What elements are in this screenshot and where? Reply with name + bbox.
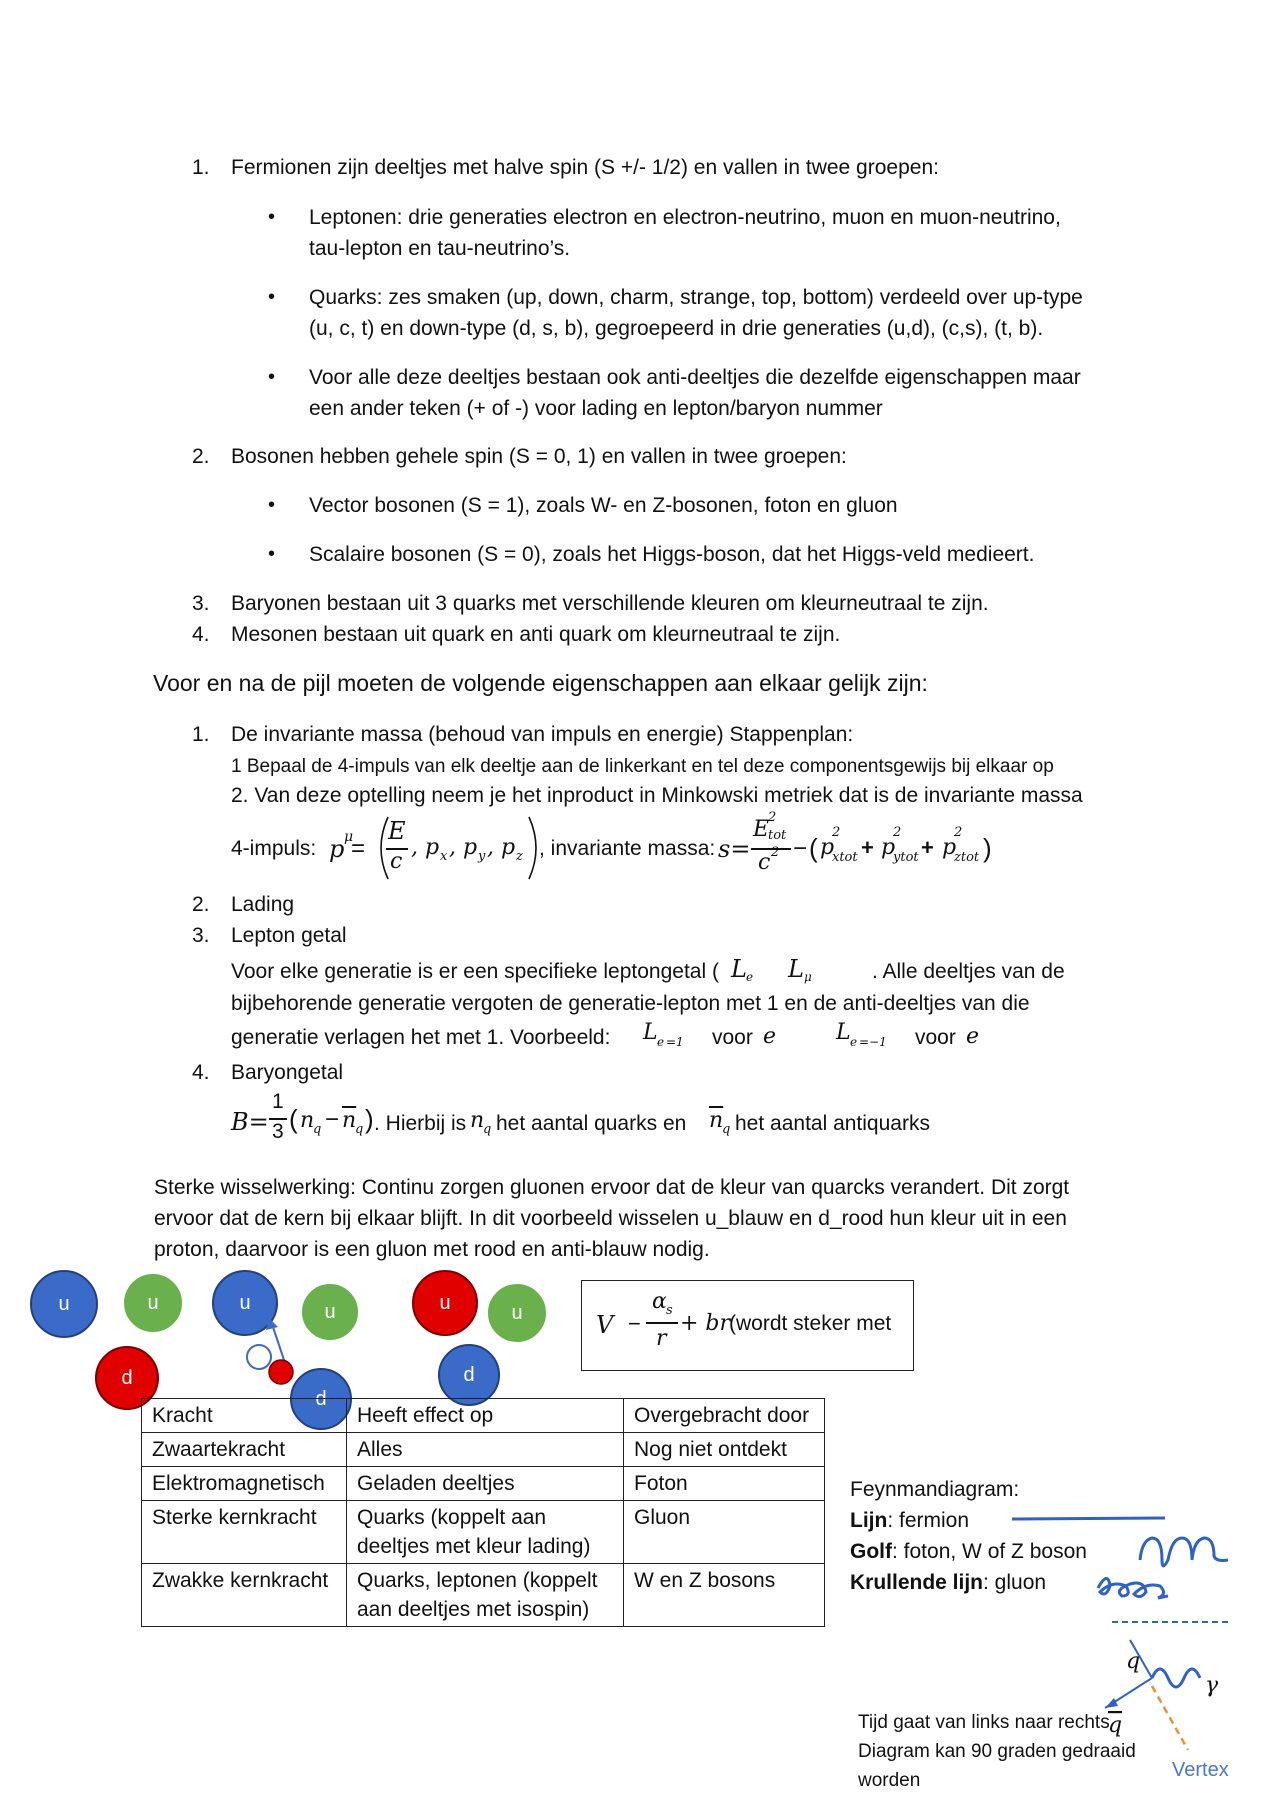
gamma-label: γ <box>1205 1673 1219 1698</box>
ytot-sub: ytot <box>893 850 919 865</box>
sup-2: 2 <box>954 825 963 840</box>
list-item-text: Baryonen bestaan uit 3 quarks met verschillende kleuren om kleurneutraal te zijn. <box>231 592 989 615</box>
list-item-text: Mesonen bestaan uit quark en anti quark om kleurneutraal te zijn. <box>231 623 841 646</box>
table-header: Overgebracht door <box>624 1399 825 1433</box>
bullet: • <box>268 494 276 516</box>
bullet: • <box>268 286 276 308</box>
list-number: 3. <box>192 924 210 947</box>
table-row <box>142 1467 825 1501</box>
impuls-label: 4-impuls: <box>231 837 317 860</box>
p-ztot: p <box>942 835 957 860</box>
table-cell: Geladen deeltjes <box>347 1467 624 1501</box>
c-denominator: c <box>390 849 403 874</box>
feynman-title: Feynmandiagram: <box>850 1478 1020 1501</box>
r-symbol: r <box>656 1326 667 1351</box>
table-row <box>142 1433 825 1467</box>
s-equals: s= <box>718 835 751 863</box>
quark-u-red: u <box>412 1270 478 1336</box>
table-cell: Sterke kernkracht <box>142 1501 347 1564</box>
table-row <box>142 1564 825 1627</box>
fermion-line-icon <box>1012 1518 1165 1519</box>
e-antiparticle: e <box>966 1024 980 1049</box>
bullet-text: Leptonen: drie generaties electron en electron-neutrino, muon en muon-neutrino, <box>309 206 1061 229</box>
minus: − <box>628 1311 641 1336</box>
legend-wave: Golf: foton, W of Z boson <box>850 1540 1087 1563</box>
plus: + <box>861 835 874 860</box>
potential-text: (wordt steker met <box>729 1312 892 1335</box>
vertex-pointer-icon <box>1152 1686 1188 1750</box>
E-numerator: E <box>388 817 406 845</box>
L-e-symbol: L <box>731 955 747 983</box>
voor-text: voor <box>712 1026 753 1049</box>
quark-u-green: u <box>486 1282 548 1344</box>
list-item-text: De invariante massa (behoud van impuls en energie) Stappenplan: <box>231 723 854 746</box>
list-number: 4. <box>192 1061 210 1084</box>
quark-d-red: d <box>95 1346 159 1410</box>
bullet: • <box>268 206 276 228</box>
quark-u-blue: u <box>212 1270 278 1336</box>
table-header-row <box>142 1399 825 1433</box>
n-q-bar: $\overline{n}$ <box>709 1108 724 1133</box>
br-term: + br <box>680 1311 731 1336</box>
potential-formula-box <box>581 1280 914 1371</box>
qbar-label: q <box>1108 1713 1123 1738</box>
s-subscript: s <box>666 1303 673 1318</box>
quark-u-green: u <box>122 1272 184 1334</box>
list-item-text: Lading <box>231 893 295 916</box>
frac-den: 3 <box>272 1120 284 1143</box>
table-cell: Quarks (koppelt aan deeltjes met kleur lading) <box>347 1501 624 1564</box>
bullet-text: Vector bosonen (S = 1), zoals W- en Z-bosonen, foton en gluon <box>309 494 898 517</box>
note-text: Tijd gaat van links naar rechts <box>858 1712 1110 1733</box>
legend-line: Lijn: fermion <box>850 1509 970 1532</box>
quark-d-blue: d <box>438 1344 500 1406</box>
forces-table <box>141 1398 825 1627</box>
q-sub: q <box>483 1122 492 1137</box>
note-text: worden <box>858 1770 921 1791</box>
baryon-text: het aantal antiquarks <box>735 1112 930 1135</box>
q-sub: q <box>313 1122 322 1137</box>
B-equals: B= <box>231 1108 269 1136</box>
bullet: • <box>268 543 276 565</box>
lepton-text: bijbehorende generatie vergoten de generatie-lepton met 1 en de anti-deeltjes van die <box>231 992 1030 1015</box>
V-symbol: V <box>596 1311 614 1339</box>
e-subscript: e <box>850 1035 858 1049</box>
list-item-text: Lepton getal <box>231 924 347 947</box>
feynman-diagram <box>1000 1500 1240 1820</box>
table-row <box>142 1501 825 1564</box>
n-q-bar: $\overline{n}$ <box>342 1108 357 1133</box>
step-text: 2. Van deze optelling neem je het inproduct in Minkowski metriek dat is de invariante massa <box>231 784 1083 807</box>
bullet-text: tau-lepton en tau-neutrino’s. <box>309 237 571 260</box>
note-text: Diagram kan 90 graden gedraaid <box>858 1741 1136 1762</box>
bullet: • <box>268 366 276 388</box>
L-mu-symbol: L <box>788 955 804 983</box>
frac-num: 1 <box>272 1090 284 1113</box>
q-sub: q <box>722 1122 731 1137</box>
px-term: , p <box>411 835 440 860</box>
mu-subscript: μ <box>804 970 812 984</box>
strong-interaction-text: Sterke wisselwerking: Continu zorgen gluonen ervoor dat de kleur van quarcks verandert. Dit zorgt ervoor dat de kern bij elkaar blijft. In dit voorbeeld wisselen u_blauw en d_rood hun kleur uit in een proton, daarvoor is een gluon met rood en anti-blauw nodig. <box>154 1176 1070 1261</box>
open-paren: ( <box>809 833 818 863</box>
table-cell: Quarks, leptonen (koppelt aan deeltjes met isospin) <box>347 1564 624 1627</box>
table-cell: Foton <box>624 1467 825 1501</box>
table-cell: W en Z bosons <box>624 1564 825 1627</box>
tot-subscript: tot <box>768 828 787 843</box>
ztot-sub: ztot <box>954 850 980 865</box>
y-subscript: y <box>478 849 486 864</box>
z-subscript: z <box>516 849 523 864</box>
sup-2: 2 <box>832 825 841 840</box>
E-tot: E <box>753 817 770 842</box>
bullet-text: een ander teken (+ of -) voor lading en lepton/baryon nummer <box>309 397 883 420</box>
lepton-text: Voor elke generatie is er een specifieke leptongetal ( <box>231 960 719 983</box>
baryon-text: het aantal quarks en <box>496 1112 687 1135</box>
e-subscript: e <box>746 970 754 984</box>
close-paren: ) <box>983 833 992 863</box>
list-number: 2. <box>192 445 210 468</box>
list-item-text: Fermionen zijn deeltjes met halve spin (S +/- 1/2) en vallen in twee groepen: <box>231 156 939 179</box>
section-heading: Voor en na de pijl moeten de volgende eigenschappen aan elkaar gelijk zijn: <box>153 670 928 696</box>
equals-one: =1 <box>666 1035 684 1049</box>
pz-term: , p <box>487 835 516 860</box>
invariant-mass-formula <box>231 810 1031 885</box>
quark-u-blue: u <box>30 1270 98 1338</box>
c-square-sup: 2 <box>771 845 780 860</box>
lepton-text: . Alle deeltjes van de <box>872 960 1065 983</box>
e-particle: e <box>763 1024 777 1049</box>
xtot-sub: xtot <box>832 850 858 865</box>
curly-line-icon <box>1098 1578 1168 1598</box>
photon-line-icon <box>1152 1669 1200 1687</box>
e-subscript: e <box>657 1035 665 1049</box>
baryon-text: . Hierbij is <box>374 1112 467 1135</box>
p-ytot: p <box>881 835 896 860</box>
L-e-example-2: L <box>836 1020 851 1045</box>
gluon-exchange-icon <box>236 1316 306 1388</box>
c-squared: c <box>758 850 771 875</box>
bullet-text: (u, c, t) en down-type (d, s, b), gegroepeerd in drie generaties (u,d), (c,s), (t, b). <box>309 317 1044 340</box>
equals-minus-one: =−1 <box>859 1035 887 1049</box>
voor-text: voor <box>915 1026 956 1049</box>
lepton-text: generatie verlagen het met 1. Voorbeeld: <box>231 1026 611 1049</box>
step-text: 1 Bepaal de 4-impuls van elk deeltje aan de linkerkant en tel deze componentsgewijs bij elkaar op <box>231 756 1054 777</box>
minus: − <box>793 835 808 862</box>
n-q: n <box>300 1108 315 1133</box>
q-label: q <box>1126 1649 1141 1674</box>
py-term: , p <box>449 835 478 860</box>
E-tot-square: 2 <box>768 810 777 825</box>
list-item-text: Baryongetal <box>231 1061 344 1084</box>
L-e-example: L <box>643 1020 658 1045</box>
table-header: Kracht <box>142 1399 347 1433</box>
table-cell: Nog niet ontdekt <box>624 1433 825 1467</box>
bullet-text: Voor alle deze deeltjes bestaan ook anti-deeltjes die dezelfde eigenschappen maar <box>309 366 1081 389</box>
n-q: n <box>470 1108 485 1133</box>
table-cell: Alles <box>347 1433 624 1467</box>
open-paren: ( <box>289 1104 298 1134</box>
list-number: 1. <box>192 723 210 746</box>
x-subscript: x <box>440 849 448 864</box>
bullet-text: Scalaire bosonen (S = 0), zoals het Higgs-boson, dat het Higgs-veld medieert. <box>309 543 1035 566</box>
quark-u-green: u <box>300 1282 360 1342</box>
arrow-icon <box>1105 1698 1118 1708</box>
sup-2: 2 <box>893 825 902 840</box>
list-number: 1. <box>192 156 210 179</box>
q-sub: q <box>355 1122 364 1137</box>
close-paren: ) <box>365 1104 374 1134</box>
legend-curl: Krullende lijn: gluon <box>850 1571 1047 1594</box>
baryon-formula <box>231 1090 991 1150</box>
p-xtot: p <box>820 835 835 860</box>
table-cell: Elektromagnetisch <box>142 1467 347 1501</box>
equals: = <box>351 835 366 862</box>
plus: + <box>921 835 934 860</box>
list-item-text: Bosonen hebben gehele spin (S = 0, 1) en vallen in twee groepen: <box>231 445 847 468</box>
fraction-bar <box>646 1322 678 1324</box>
quark-d-blue: d <box>290 1368 352 1430</box>
invariant-label: , invariante massa: <box>539 837 716 860</box>
alpha-symbol: α <box>652 1289 667 1314</box>
table-cell: Zwakke kernkracht <box>142 1564 347 1627</box>
minus: − <box>325 1106 340 1133</box>
wave-line-icon <box>1140 1538 1228 1566</box>
list-number: 4. <box>192 623 210 646</box>
table-cell: Gluon <box>624 1501 825 1564</box>
bullet-text: Quarks: zes smaken (up, down, charm, strange, top, bottom) verdeeld over up-type <box>309 286 1083 309</box>
list-number: 2. <box>192 893 210 916</box>
vertex-label: Vertex <box>1172 1759 1229 1781</box>
list-number: 3. <box>192 592 210 615</box>
p-symbol: p <box>329 835 345 863</box>
table-cell: Zwaartekracht <box>142 1433 347 1467</box>
mu-superscript: μ <box>344 829 354 845</box>
table-header: Heeft effect op <box>347 1399 624 1433</box>
